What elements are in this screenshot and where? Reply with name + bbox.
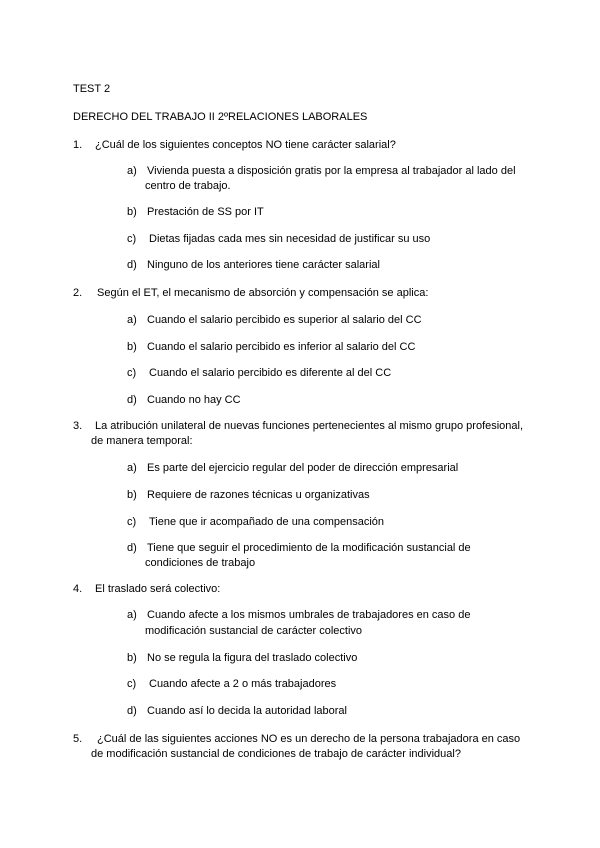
option-letter: d) [127,705,137,717]
option-letter: d) [127,394,137,406]
question-number: 3. [73,420,83,432]
option-text: Dietas fijadas cada mes sin necesidad de justificar su uso [149,233,431,245]
option-text: Cuando el salario percibido es superior al salario del CC [147,314,422,326]
option-letter: d) [127,259,137,271]
option-text: Prestación de SS por IT [147,206,264,218]
option-text: No se regula la figura del traslado colectivo [147,652,358,664]
option-text: Cuando el salario percibido es inferior al salario del CC [147,341,416,353]
question-number: 5. [73,733,83,745]
option-text: Cuando afecte a 2 o más trabajadores [149,678,337,690]
option-letter: a) [127,165,137,177]
option-letter: a) [127,609,137,621]
option-text: Cuando afecte a los mismos umbrales de trabajadores en caso de [147,609,471,621]
option-text: Vivienda puesta a disposición gratis por la empresa al trabajador al lado del [147,165,516,177]
option-letter: d) [127,542,137,554]
question-text: La atribución unilateral de nuevas funciones pertenecientes al mismo grupo profesional, [95,420,524,432]
option-text: Es parte del ejercicio regular del poder de dirección empresarial [147,462,459,474]
option-text: Ninguno de los anteriores tiene carácter salarial [147,259,380,271]
question-text: ¿Cuál de las siguientes acciones NO es un derecho de la persona trabajadora en caso [97,733,521,745]
test-title: TEST 2 [73,83,111,95]
option-text: Requiere de razones técnicas u organizativas [147,489,370,501]
question-text-continued: de manera temporal: [91,435,193,447]
question-number: 4. [73,583,83,595]
option-letter: c) [127,233,137,245]
option-letter: b) [127,341,137,353]
option-text: Cuando el salario percibido es diferente al del CC [149,367,392,379]
option-letter: a) [127,314,137,326]
question-number: 1. [73,139,83,151]
option-letter: b) [127,206,137,218]
option-letter: b) [127,489,137,501]
option-text-continued: centro de trabajo. [145,180,231,192]
option-text: Tiene que seguir el procedimiento de la modificación sustancial de [147,542,471,554]
question-text: El traslado será colectivo: [95,583,221,595]
option-letter: c) [127,678,137,690]
question-text: ¿Cuál de los siguientes conceptos NO tiene carácter salarial? [95,139,396,151]
subject-heading: DERECHO DEL TRABAJO II 2ºRELACIONES LABORALES [73,111,368,123]
option-text-continued: modificación sustancial de carácter colectivo [145,625,363,637]
option-text: Cuando no hay CC [147,394,241,406]
option-letter: c) [127,516,137,528]
option-letter: c) [127,367,137,379]
question-text: Según el ET, el mecanismo de absorción y compensación se aplica: [97,287,429,299]
option-letter: a) [127,462,137,474]
question-number: 2. [73,287,83,299]
option-text: Cuando así lo decida la autoridad laboral [147,705,347,717]
question-text-continued: de modificación sustancial de condiciones de trabajo de carácter individual? [91,748,461,760]
option-letter: b) [127,652,137,664]
option-text-continued: condiciones de trabajo [145,557,256,569]
option-text: Tiene que ir acompañado de una compensación [149,516,385,528]
